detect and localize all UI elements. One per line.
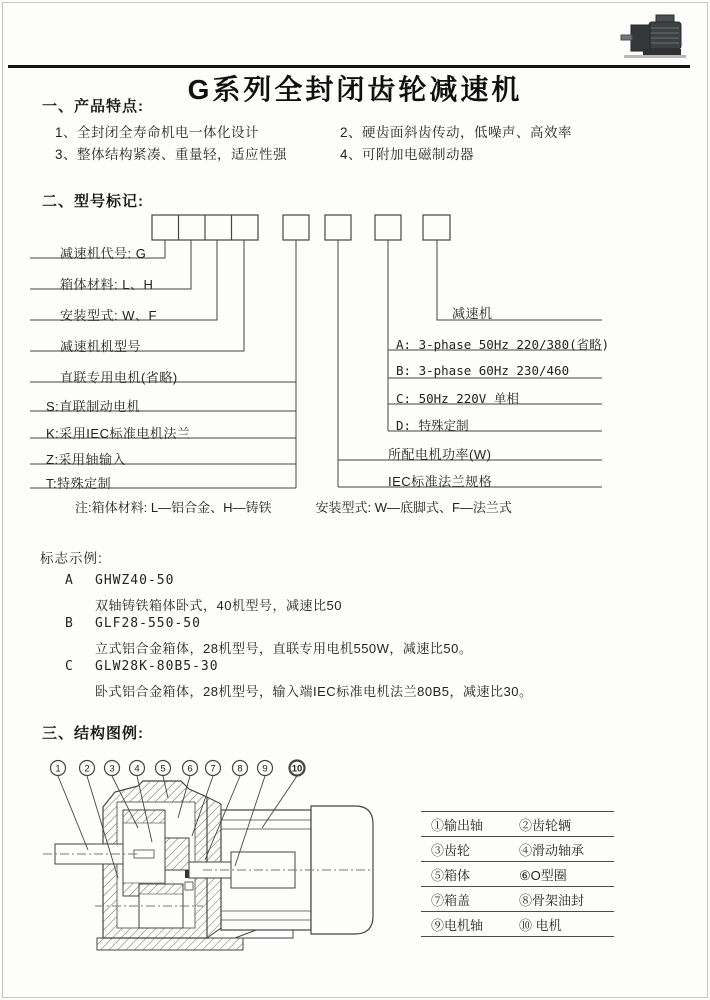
field-label-mounting-type: 安装型式: W、F [60, 308, 157, 323]
gearmotor-photo [616, 10, 694, 62]
part-output-shaft: ①输出轴 [431, 817, 484, 833]
table-row [421, 836, 614, 861]
marking-note [75, 497, 512, 516]
field-label-motor-power: 所配电机功率(W) [388, 447, 492, 462]
field-label-direct-motor: 直联专用电机(省略) [60, 370, 178, 385]
output-shaft-photo [621, 35, 632, 40]
example-a-code: GHWZ40-50 [95, 573, 175, 588]
field-label-option-z: Z:采用轴输入 [46, 452, 127, 467]
part-motor: ⑩ 电机 [519, 917, 562, 933]
example-a-tag: A [65, 573, 73, 588]
pinion [165, 838, 189, 870]
section-heading-model-marking: 二、型号标记: [42, 193, 144, 210]
section-heading-features: 一、产品特点: [42, 98, 144, 115]
gearbox-block [631, 25, 650, 51]
part-gear: ③齿轮 [431, 842, 471, 858]
example-c-tag: C [65, 659, 73, 674]
example-b-tag: B [65, 616, 73, 631]
motor-feet [643, 49, 681, 55]
field-label-reducer-code: 减速机代号: G [60, 246, 147, 261]
callout-3-number: 3 [109, 763, 115, 775]
field-label-option-t: T:特殊定制 [46, 476, 112, 491]
feature-item-2: 2、硬齿面斜齿传动，低噪声、高效率 [340, 125, 573, 140]
parts-legend-table [421, 811, 614, 937]
part-housing: ⑤箱体 [431, 867, 471, 883]
structure-cross-section-drawing [35, 752, 425, 962]
feature-item-3: 3、整体结构紧凑、重量轻，适应性强 [55, 147, 288, 162]
callout-4-number: 4 [134, 763, 140, 775]
code-box-8 [423, 215, 450, 240]
motor-body [649, 22, 681, 49]
callout-5-number: 5 [160, 763, 166, 775]
field-label-voltage-b: B: 3-phase 60Hz 230/460 [396, 363, 570, 378]
callout-7-number: 7 [210, 763, 216, 775]
field-label-option-s: S:直联制动电机 [46, 399, 141, 414]
field-label-voltage-a: A: 3-phase 50Hz 220/380(省略) [396, 337, 610, 352]
field-label-option-k: K:采用IEC标准电机法兰 [46, 426, 191, 441]
examples-heading: 标志示例: [40, 551, 103, 566]
example-b-desc: 立式铝合金箱体，28机型号，直联专用电机550W，减速比50。 [95, 641, 473, 656]
table-row [421, 861, 614, 886]
code-box-5 [283, 215, 309, 240]
feature-item-1: 1、全封闭全寿命机电一体化设计 [55, 125, 260, 140]
callout-6-number: 6 [187, 763, 193, 775]
field-label-housing-material: 箱体材料: L、H [60, 277, 154, 292]
part-oil-seal: ⑧骨架油封 [519, 892, 585, 908]
field-label-iec-flange: IEC标准法兰规格 [388, 474, 493, 489]
table-row [421, 811, 614, 836]
code-box-6 [325, 215, 351, 240]
note-mounting-type: 安装型式: W—底脚式、F—法兰式 [315, 500, 512, 515]
table-row [421, 911, 614, 937]
code-box-7 [375, 215, 401, 240]
example-a-desc: 双轴铸铁箱体卧式，40机型号，减速比50 [95, 598, 342, 613]
part-sliding-bearing: ④滑动轴承 [519, 842, 585, 858]
callout-1-number: 1 [55, 763, 61, 775]
field-label-frame-size: 减速机机型号 [60, 339, 142, 354]
callout-10-number: 10 [291, 763, 303, 775]
note-housing-material: 注:箱体材料: L—铝合金、H—铸铁 [75, 500, 272, 515]
feature-item-4: 4、可附加电磁制动器 [340, 147, 475, 162]
bearing-block-2 [185, 882, 193, 890]
base-plate [97, 938, 243, 950]
example-b-code: GLF28-550-50 [95, 616, 201, 631]
table-row [421, 886, 614, 911]
part-o-ring: ⑥O型圈 [519, 867, 567, 883]
part-gear-rim: ②齿轮辆 [519, 817, 572, 833]
part-motor-shaft: ⑨电机轴 [431, 917, 484, 933]
example-c-desc: 卧式铝合金箱体，28机型号，输入端IEC标准电机法兰80B5，减速比30。 [95, 684, 533, 699]
callout-8-number: 8 [237, 763, 243, 775]
part-housing-cover: ⑦箱盖 [431, 892, 471, 908]
field-label-voltage-c: C: 50Hz 220V 单相 [396, 391, 519, 406]
field-label-voltage-d: D: 特殊定制 [396, 418, 469, 433]
section-heading-structure: 三、结构图例: [42, 725, 144, 742]
callout-9-number: 9 [262, 763, 268, 775]
field-label-reducer: 减速机 [452, 306, 493, 321]
example-c-code: GLW28K-80B5-30 [95, 659, 219, 674]
page-title: G系列全封闭齿轮减速机 [187, 74, 523, 105]
photo-shadow [624, 55, 686, 58]
callout-2-number: 2 [84, 763, 90, 775]
